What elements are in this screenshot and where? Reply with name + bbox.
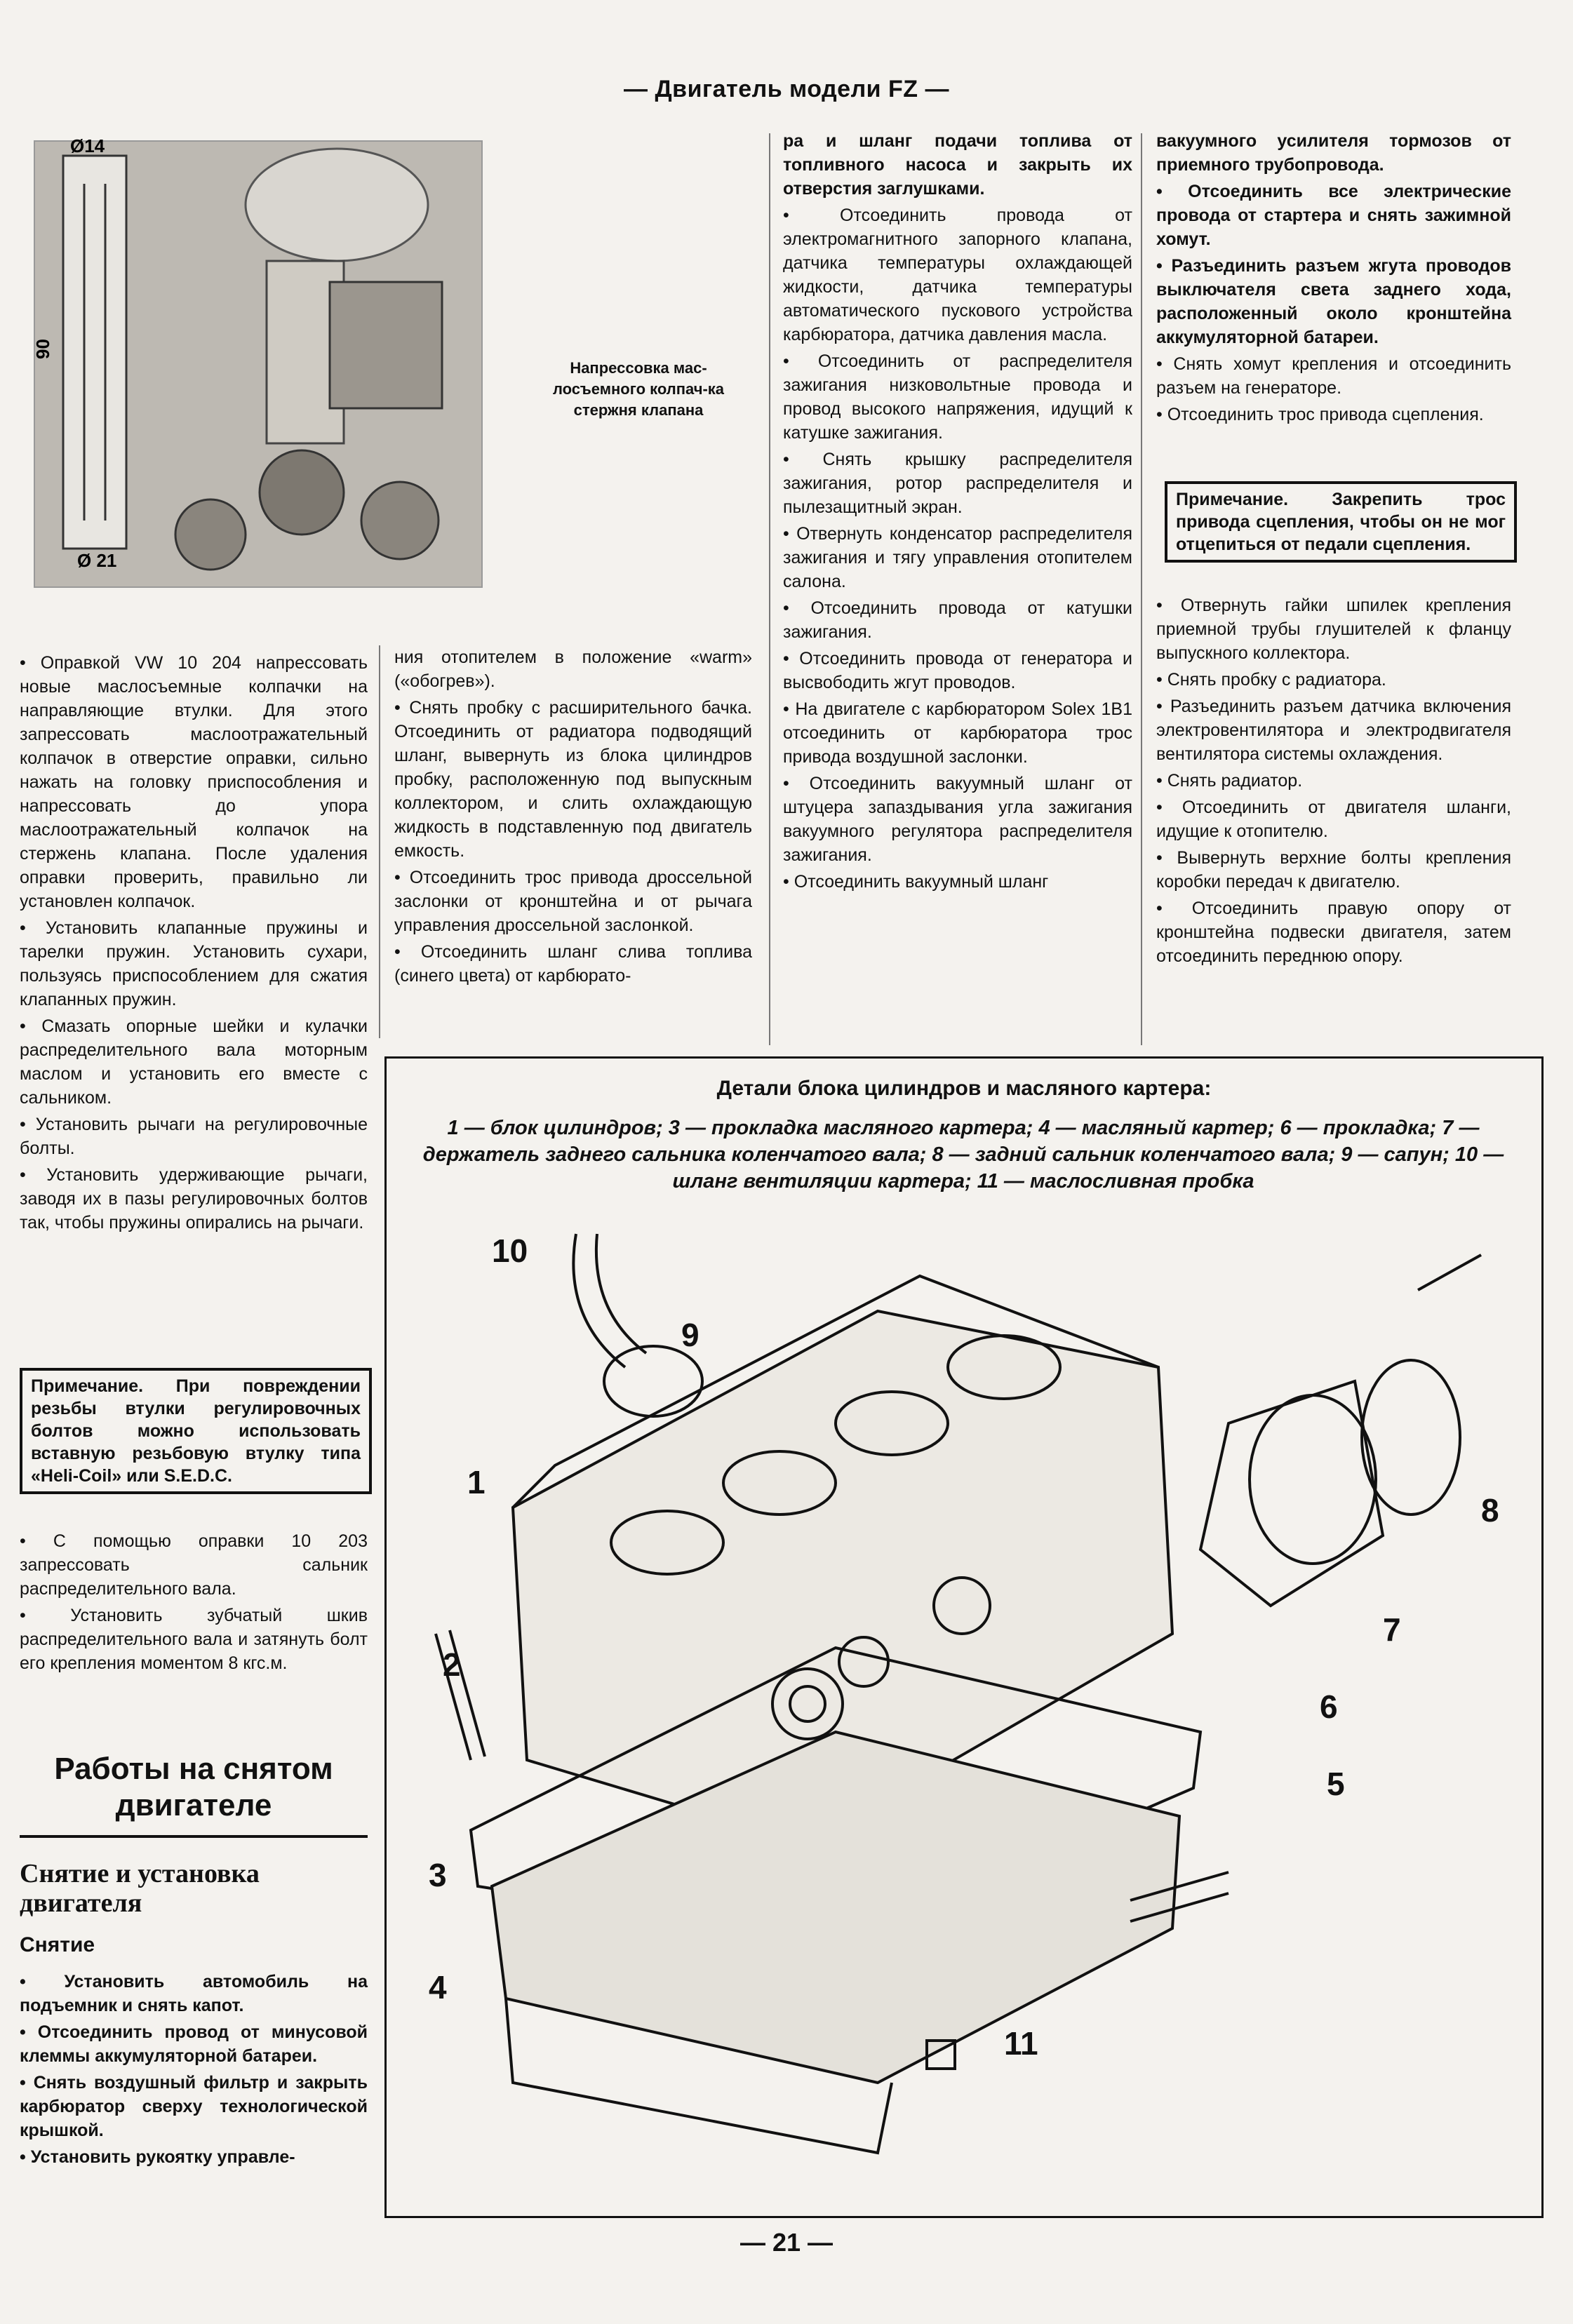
page-header: — Двигатель модели FZ — [624,76,949,102]
rear-gasket [1200,1381,1383,1606]
callout: 7 [1383,1611,1401,1648]
paragraph: • Отсоединить провод от минусовой клеммы аккумуляторной батареи. [20,2022,368,2066]
paragraph: • Отсоединить провода от катушки зажигания. [783,598,1132,642]
paragraph: • Снять воздушный фильтр и закрыть карбюратор сверху технологической крышкой. [20,2073,368,2140]
column-3 [783,129,1132,896]
hand [246,149,428,261]
paragraph: • Разъединить разъем датчика включения электровентилятора и электродвигателя вентилятора системы охлаждения. [1156,697,1511,764]
column-divider [379,645,380,1038]
paragraph: • Установить автомобиль на подъемник и снять капот. [20,1972,368,2015]
paragraph: • Разъединить разъем жгута проводов выключателя света заднего хода, расположенный около кронштейна аккумуляторной батареи. [1156,256,1511,347]
label-d21: Ø 21 [77,550,117,571]
paragraph: • Отсоединить провода от электромагнитного запорного клапана, датчика температуры охлаждающей жидкости, датчика температуры автоматического пускового устройства карбюратора, датчика давления масла. [783,206,1132,344]
column-4-continued [1156,593,1511,971]
valve-spring [260,450,344,535]
rear-seal [1362,1360,1460,1514]
paragraph: • Установить клапанные пружины и тарелки пружин. Установить сухари, пользуясь приспособлением для сжатия клапанных пружин. [20,918,368,1009]
vent-hose [573,1234,625,1367]
seal-drawing [63,156,126,549]
column-2 [394,645,752,990]
paragraph: • Снять радиатор. [1156,771,1303,791]
callout: 5 [1327,1766,1345,1802]
paragraph: • Установить рычаги на регулировочные болты. [20,1115,368,1158]
valve-seal-photo [32,135,483,588]
callout: 4 [429,1969,447,2006]
note-box-clutch: Примечание. Закрепить трос привода сцепления, чтобы он не мог отцепиться от педали сцепления. [1165,481,1517,563]
paragraph: • Отсоединить от двигателя шланги, идущие к отопителю. [1156,798,1511,841]
paragraph: • Отвернуть конденсатор распределителя зажигания и тягу управления отопителем салона. [783,524,1132,591]
engine-drawing [387,1213,1537,2209]
diagram-legend: 1 — блок цилиндров; 3 — прокладка масляного картера; 4 — масляный картер; 6 — прокладка; 7 — держатель заднего сальника коленчатого вала; 8 — задний сальник коленчатого вала; 9 — сапун; 10 — шланг вентиляции картера; 11 — маслосливная пробка [422,1117,1504,1193]
paragraph: вакуумного усилителя тормозов от приемного трубопровода. [1156,131,1511,175]
oil-pan [492,1732,1179,2083]
callout: 1 [467,1464,486,1500]
paragraph: • Отсоединить провода от генератора и высвободить жгут проводов. [783,649,1132,692]
paragraph: • Снять пробку с радиатора. [1156,670,1386,690]
paragraph: • Установить удерживающие рычаги, заводя их в пазы регулировочных болтов так, чтобы пружины опирались на рычаги. [20,1165,368,1232]
paragraph: • Снять хомут крепления и отсоединить разъем на генераторе. [1156,354,1511,398]
note-box: Примечание. При повреждении резьбы втулки регулировочных болтов можно использовать вставную резьбовую втулку типа «Heli-Coil» или S.E.D.C. [20,1368,372,1494]
callout: 8 [1481,1492,1499,1529]
column-1-continued [20,1529,368,1678]
paragraph: • Смазать опорные шейки и кулачки распределительного вала моторным маслом и установить его вместе с сальником. [20,1016,368,1108]
label-d14: Ø14 [70,135,105,156]
page-number: — 21 — [739,2228,834,2257]
paragraph: • Отсоединить шланг слива топлива (синего цвета) от карбюрато- [394,942,752,986]
removal-steps [20,1970,368,2172]
subsection-title: Снятие и установка двигателя [20,1859,260,1918]
paragraph: • Отсоединить от распределителя зажигания низковольтные провода и провод высокого напряжения, идущий к катушке зажигания. [783,351,1132,443]
section-title: Работы на снятом двигателе [54,1752,333,1822]
paragraph: • Отсоединить вакуумный шланг от штуцера запаздывания угла зажигания вакуумного регулятора распределителя зажигания. [783,774,1132,865]
paragraph: • Снять пробку с расширительного бачка. Отсоединить от радиатора подводящий шланг, вывернуть из блока цилиндров пробку, расположенную под выпускным коллектором, и слить охлаждающую жидкость в подставленную под двигатель емкость. [394,698,752,861]
callout: 6 [1320,1688,1338,1725]
paragraph: ния отопителем в положение «warm» («обогрев»). [394,647,752,691]
label-90: 90 [32,339,53,359]
photo-caption: Напрессовка мас-лосъемного колпач-ка стержня клапана [552,359,725,419]
paragraph: • Снять крышку распределителя зажигания, ротор распределителя и пылезащитный экран. [783,450,1132,517]
paragraph: • Отсоединить трос привода дроссельной заслонки от кронштейна и от рычага управления дроссельной заслонкой. [394,868,752,935]
paragraph: • Отсоединить вакуумный шланг [783,872,1049,892]
column-4 [1156,129,1511,429]
photo-illustration [32,135,481,586]
diagram-title: Детали блока цилиндров и масляного картера: [716,1077,1212,1100]
paragraph: • С помощью оправки 10 203 запрессовать сальник распределительного вала. [20,1531,368,1599]
callout: 11 [1004,2025,1038,2062]
paragraph: • Отсоединить правую опору от кронштейна подвески двигателя, затем отсоединить переднюю опору. [1156,899,1511,966]
column-1 [20,651,368,1237]
paragraph: • Оправкой VW 10 204 напрессовать новые маслосъемные колпачки на направляющие втулки. Для этого запрессовать маслоотражательный колпачок в отверстие оправки, сильно нажать на головку приспособления и напрессовать до упора маслоотражательный колпачок на стержень клапана. После удаления оправки проверить, правильно ли установлен колпачок. [20,653,368,911]
cylinder-head [330,282,442,408]
paragraph: • Установить рукоятку управле- [20,2147,295,2167]
column-divider [769,133,770,1045]
paragraph: • Вывернуть верхние болты крепления коробки передач к двигателю. [1156,848,1511,892]
callout: 9 [681,1317,700,1353]
callout: 10 [492,1232,528,1269]
engine-block-diagram [384,1056,1544,2218]
subsubsection-title: Снятие [20,1933,95,1956]
paragraph: ра и шланг подачи топлива от топливного насоса и закрыть их отверстия заглушками. [783,131,1132,199]
column-divider [1141,133,1142,1045]
paragraph: • Отсоединить все электрические провода от стартера и снять зажимной хомут. [1156,182,1511,249]
paragraph: • Установить зубчатый шкив распределительного вала и затянуть болт его крепления моментом 8 кгс.м. [20,1606,368,1673]
callout: 2 [443,1646,461,1683]
breather [604,1346,702,1416]
paragraph: • Отсоединить трос привода сцепления. [1156,405,1484,424]
section-rule [20,1835,368,1838]
callout: 3 [429,1857,447,1893]
rear-seal-holder [1250,1395,1376,1564]
paragraph: • Отвернуть гайки шпилек крепления приемной трубы глушителей к фланцу выпускного коллектора. [1156,596,1511,663]
paragraph: • На двигателе с карбюратором Solex 1B1 отсоединить от карбюратора трос привода воздушной заслонки. [783,699,1132,767]
